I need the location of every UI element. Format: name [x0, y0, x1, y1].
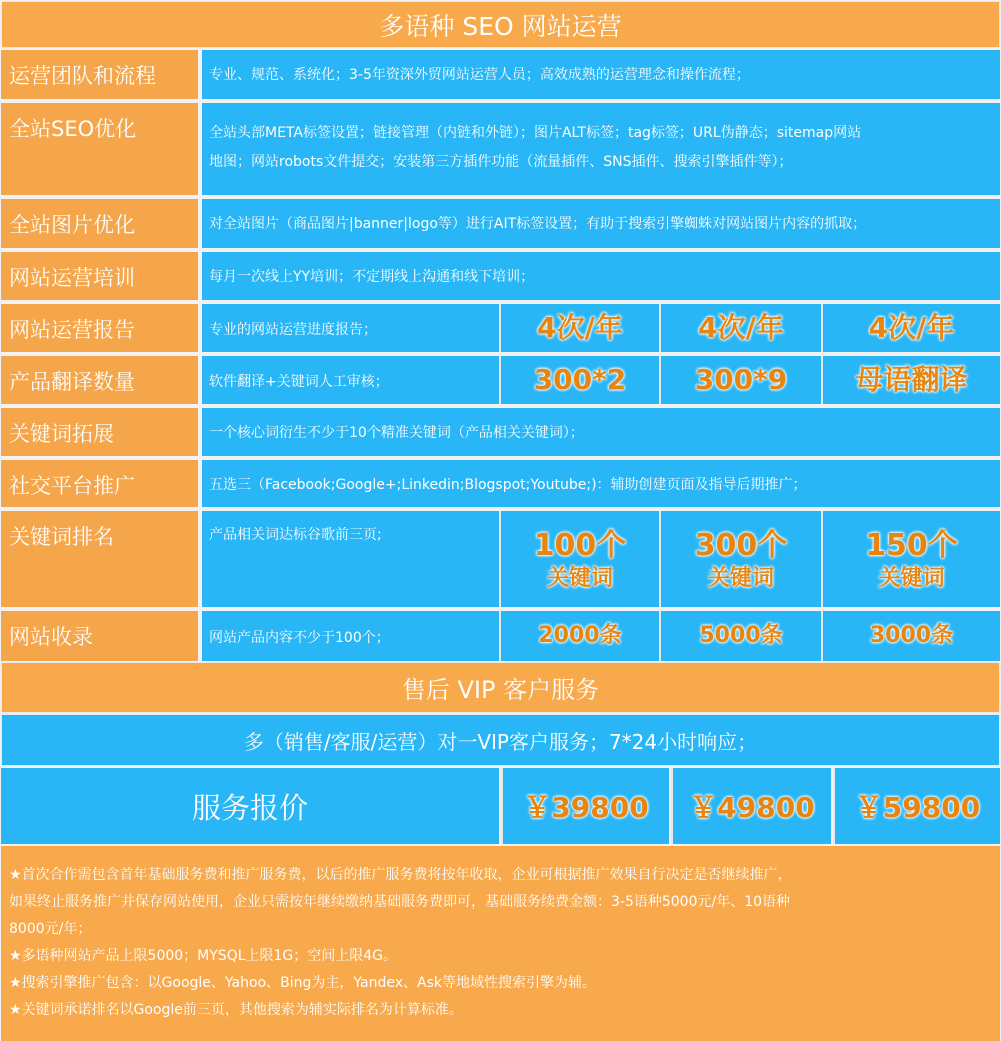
tier-value-text: 150个 [865, 528, 958, 563]
tier-value-unit: 关键词 [878, 566, 945, 591]
tier-value-text: 4次/年 [868, 311, 955, 344]
row-label: 关键词拓展 [1, 408, 200, 456]
table-row [1, 252, 1000, 302]
tier-value-text: 3000条 [869, 623, 954, 648]
tier-value-text: 4次/年 [698, 311, 784, 344]
tier-value [659, 356, 821, 404]
table-row [1, 356, 1000, 406]
row-label: 全站图片优化 [1, 199, 200, 248]
row-description: 专业、规范、系统化；3-5年资深外贸网站运营人员；高效成熟的运营理念和操作流程； [202, 50, 1000, 99]
row-description: 一个核心词衍生不少于10个精准关键词（产品相关关键词）； [202, 408, 1000, 456]
price-tier-1: ￥39800 [501, 768, 669, 844]
page-title: 多语种 SEO 网站运营 [1, 1, 1000, 48]
row-description: 五选三（Facebook;Google+;Linkedin;Blogspot;Youtube;)：辅助创建页面及指导后期推广； [202, 460, 1000, 507]
tier-value [821, 611, 1000, 661]
notes-section [1, 846, 1000, 1041]
tier-value [659, 304, 821, 352]
description-line: 地图；网站robots文件提交；安装第三方插件功能（流量插件、SNS插件、搜索引擎插件等）； [209, 154, 793, 170]
row-description: 对全站图片（商品图片|banner|logo等）进行AIT标签设置；有助于搜索引擎蜘蛛对网站图片内容的抓取； [202, 199, 1000, 248]
tier-value-text: 300*9 [694, 363, 788, 396]
tier-value [499, 611, 659, 661]
row-label: 网站运营培训 [1, 252, 200, 300]
tier-value [821, 304, 1000, 352]
vip-service-text: 多（销售/客服/运营）对一VIP客户服务；7*24小时响应； [1, 714, 1000, 766]
table-row [1, 611, 1000, 661]
note-line: 8000元/年； [9, 921, 92, 937]
row-label: 网站收录 [1, 611, 200, 661]
table-row [1, 460, 1000, 509]
tier-value [659, 511, 821, 607]
tier-value [821, 511, 1000, 607]
tier-value-text: 300个 [694, 528, 788, 563]
table-row [1, 408, 1000, 458]
row-label: 运营团队和流程 [1, 50, 200, 99]
tier-value-text: 300*2 [533, 363, 627, 396]
note-line: ★搜索引擎推广包含：以Google、Yahoo、Bing为主，Yandex、Ask等地域性搜索引擎为辅。 [9, 975, 596, 991]
price-tier-3: ￥59800 [833, 768, 1000, 844]
aftersale-title: 售后 VIP 客户服务 [1, 662, 1000, 713]
row-description: 网站产品内容不少于100个； [202, 611, 499, 661]
price-label: 服务报价 [1, 768, 499, 844]
tier-value-text: 100个 [533, 528, 627, 563]
tier-value [821, 356, 1000, 404]
row-description: 软件翻译+关键词人工审核； [202, 356, 499, 404]
tier-value-text: 5000条 [699, 623, 783, 648]
price-tier-2: ￥49800 [671, 768, 831, 844]
table-row [1, 199, 1000, 250]
tier-value [659, 611, 821, 661]
tier-value-text: 2000条 [538, 623, 622, 648]
tier-value [499, 304, 659, 352]
note-line: 如果终止服务推广并保存网站使用，企业只需按年继续缴纳基础服务费即可，基础服务续费金额：3-5语种5000元/年、10语种 [9, 894, 791, 910]
row-label: 社交平台推广 [1, 460, 200, 507]
row-label: 全站SEO优化 [1, 103, 200, 195]
row-label: 产品翻译数量 [1, 356, 200, 404]
row-description [202, 103, 1000, 195]
table-row [1, 50, 1000, 101]
tier-value-unit: 关键词 [707, 566, 774, 591]
note-line: ★首次合作需包含首年基础服务费和推广服务费，以后的推广服务费将按年收取，企业可根据推广效果自行决定是否继续推广， [9, 867, 792, 883]
tier-value [499, 511, 659, 607]
row-description: 每月一次线上YY培训；不定期线上沟通和线下培训； [202, 252, 1000, 300]
row-label: 关键词排名 [1, 511, 200, 607]
tier-value [499, 356, 659, 404]
note-line: ★多语种网站产品上限5000；MYSQL上限1G；空间上限4G。 [9, 948, 398, 964]
table-row [1, 511, 1000, 609]
table-row [1, 103, 1000, 197]
tier-value-unit: 关键词 [546, 566, 613, 591]
note-line: ★关键词承诺排名以Google前三页，其他搜索为辅实际排名为计算标准。 [9, 1002, 463, 1018]
row-description: 专业的网站运营进度报告； [202, 304, 499, 352]
tier-value-text: 母语翻译 [855, 363, 968, 396]
row-description: 产品相关词达标谷歌前三页; [202, 511, 499, 607]
price-row [1, 768, 1000, 844]
tier-value-text: 4次/年 [537, 311, 623, 344]
description-line: 全站头部META标签设置；链接管理（内链和外链）；图片ALT标签；tag标签；URL伪静态；sitemap网站 [209, 125, 862, 141]
row-label: 网站运营报告 [1, 304, 200, 352]
table-row [1, 304, 1000, 354]
